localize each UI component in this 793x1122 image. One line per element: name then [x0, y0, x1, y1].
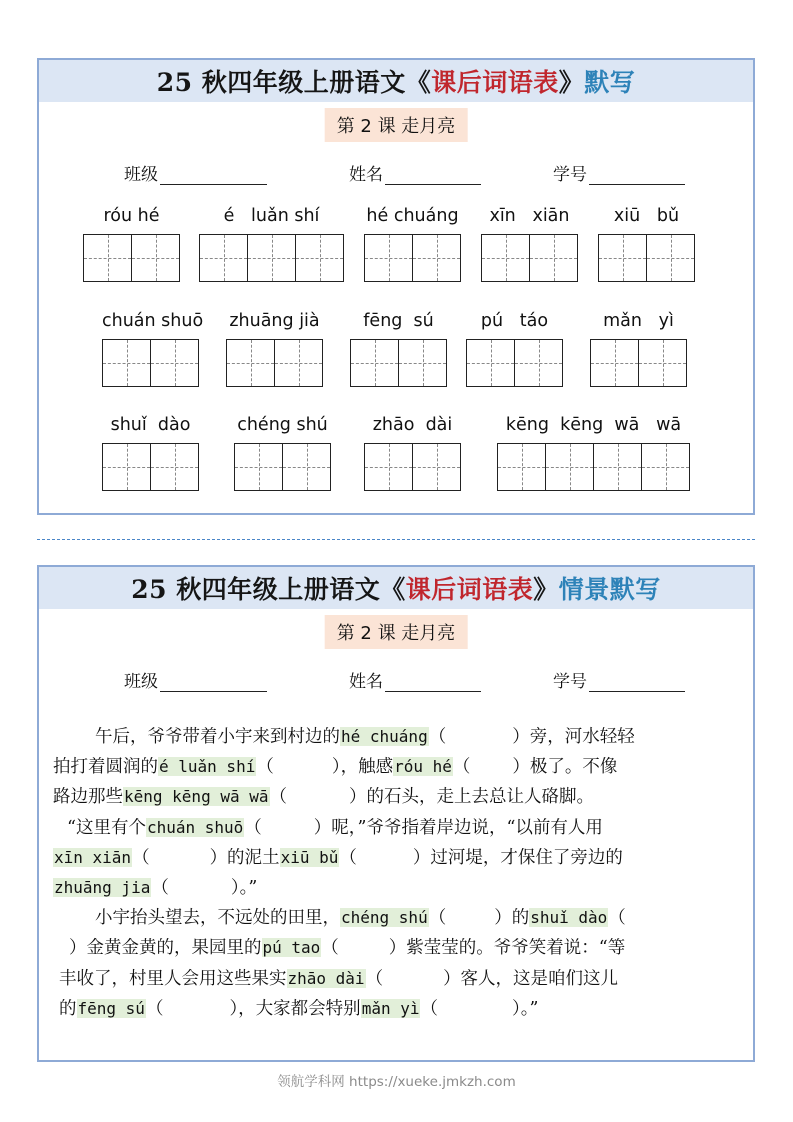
story-text: ）金黄金黄的，果园里的: [69, 938, 262, 959]
context-dictation-sheet: [37, 565, 755, 1062]
title-part: 25 秋四年级上册语文《: [131, 575, 406, 604]
writing-grid[interactable]: [364, 234, 460, 282]
story-line: [53, 843, 745, 873]
title-highlight: 课后词语表: [431, 68, 559, 97]
pinyin-blank: zhāo dài: [287, 968, 365, 988]
name-label: 姓名: [349, 672, 383, 692]
story-text: （: [256, 757, 274, 778]
name-label: 姓名: [349, 165, 383, 185]
story-text: 午后，爷爷带着小宇来到村边的: [95, 727, 340, 747]
story-line: [53, 994, 745, 1024]
story-text: （: [151, 877, 169, 898]
story-text: （: [339, 847, 357, 868]
word-pinyin: xīn xiān: [489, 206, 570, 226]
story-text: 路边那些: [53, 787, 123, 808]
word-pinyin: é luǎn shí: [223, 206, 320, 226]
dictation-sheet: [37, 58, 755, 515]
title-part: 》: [558, 68, 585, 97]
writing-grid[interactable]: [590, 339, 686, 387]
story-text: （: [428, 727, 447, 747]
pinyin-blank: zhuāng jia: [54, 877, 151, 897]
story-text: （: [145, 998, 164, 1019]
student-id-label: 学号: [553, 672, 587, 692]
story-text: （: [132, 847, 150, 868]
writing-grid[interactable]: [364, 443, 460, 491]
writing-grid[interactable]: [481, 234, 577, 282]
title-part: 25 秋四年级上册语文《: [156, 68, 432, 97]
pinyin-blank: shuǐ dào: [530, 908, 608, 928]
pinyin-blank: xīn xiān: [54, 847, 132, 867]
pinyin-blank: xiū bǔ: [280, 847, 339, 867]
cut-line: [37, 539, 755, 540]
class-label: 班级: [124, 672, 158, 692]
sheet-title: [39, 60, 753, 102]
story-text: （: [365, 968, 384, 989]
word-pinyin: pú táo: [480, 311, 549, 331]
writing-grid[interactable]: [350, 339, 446, 387]
writing-grid[interactable]: [102, 443, 198, 491]
story-text: ）紫莹莹的。爷爷笑着说：“等: [388, 938, 626, 959]
story-text: ）极了。不像: [512, 757, 618, 778]
class-field[interactable]: [124, 160, 267, 185]
title-highlight: 课后词语表: [405, 575, 534, 604]
story-text: ）旁，河水轻轻: [512, 727, 635, 747]
pinyin-blank: chéng shú: [341, 908, 428, 928]
writing-grid[interactable]: [102, 339, 198, 387]
title-suffix: 默写: [584, 68, 636, 97]
story-text: ）。”: [511, 998, 539, 1019]
story-text: （: [269, 787, 287, 808]
word-pinyin: kēng kēng wā wā: [505, 415, 682, 435]
word-pinyin: zhāo dài: [372, 415, 453, 435]
story-text: ）的泥土: [209, 847, 280, 868]
story-text: （: [452, 757, 471, 778]
pinyin-blank: róu hé: [394, 757, 452, 777]
word-pinyin: hé chuáng: [366, 206, 459, 226]
student-info-row: [39, 667, 753, 695]
name-field[interactable]: [349, 667, 481, 692]
pinyin-blank: fēng sú: [77, 998, 145, 1018]
lesson-label: 第 2 课 走月亮: [325, 108, 468, 142]
word-pinyin: chéng shú: [237, 415, 328, 435]
word-pinyin: zhuāng jià: [229, 311, 320, 331]
story-line: [53, 722, 745, 752]
lesson-label: 第 2 课 走月亮: [325, 615, 468, 649]
writing-grid[interactable]: [199, 234, 343, 282]
title-part: 》: [533, 575, 559, 604]
story-text: 的: [59, 998, 77, 1019]
class-label: 班级: [124, 165, 158, 185]
story-text: ）的: [494, 908, 530, 929]
story-text: ），触感: [331, 757, 394, 778]
student-id-label: 学号: [553, 165, 587, 185]
writing-grid[interactable]: [598, 234, 694, 282]
story-line: [53, 782, 745, 812]
sheet-title: [39, 567, 753, 609]
pinyin-blank: kēng kēng wā wā: [124, 787, 269, 807]
pinyin-blank: chuán shuō: [146, 817, 244, 837]
student-info-row: [39, 160, 753, 188]
story-text: “这里有个: [67, 817, 146, 838]
story-line: [53, 752, 745, 782]
story-line: [53, 813, 745, 843]
writing-grid[interactable]: [234, 443, 330, 491]
pinyin-blank: mǎn yì: [361, 998, 420, 1018]
writing-grid[interactable]: [466, 339, 562, 387]
story-text: 拍打着圆润的: [53, 757, 158, 778]
class-field[interactable]: [124, 667, 267, 692]
story-text: ）客人，这是咱们这儿: [443, 968, 619, 989]
writing-grid[interactable]: [497, 443, 689, 491]
name-field[interactable]: [349, 160, 481, 185]
story-passage: [53, 722, 745, 1024]
story-text: ），大家都会特别: [229, 998, 361, 1019]
story-line: [53, 964, 745, 994]
story-text: （: [428, 908, 447, 929]
student-id-field[interactable]: [553, 160, 685, 185]
story-text: （: [608, 908, 626, 929]
story-text: ）的石头，走上去总让人硌脚。: [349, 787, 594, 808]
story-text: ）。”: [230, 877, 258, 898]
story-text: （: [420, 998, 438, 1019]
story-text: 丰收了，村里人会用这些果实: [59, 968, 287, 989]
word-pinyin: mǎn yì: [603, 311, 674, 331]
story-line: [53, 873, 745, 903]
story-text: ）过河堤，才保住了旁边的: [412, 847, 623, 868]
word-pinyin: fēng sú: [363, 311, 434, 331]
story-line: [53, 933, 745, 963]
page-footer: 领航学科网 https://xueke.jmkzh.com: [277, 1074, 516, 1090]
story-line: [53, 903, 745, 933]
pinyin-blank: hé chuáng: [341, 727, 428, 746]
story-text: （: [244, 817, 262, 838]
student-id-field[interactable]: [553, 667, 685, 692]
title-suffix: 情景默写: [558, 575, 661, 604]
word-pinyin: shuǐ dào: [110, 415, 191, 435]
writing-grid[interactable]: [83, 234, 179, 282]
writing-grid[interactable]: [226, 339, 322, 387]
story-text: 小宇抬头望去，不远处的田里，: [95, 908, 340, 929]
pinyin-blank: pú tao: [262, 938, 321, 958]
word-pinyin: chuán shuō: [102, 311, 204, 331]
pinyin-blank: é luǎn shí: [159, 757, 256, 777]
story-text: （: [321, 938, 339, 959]
word-pinyin: róu hé: [103, 206, 160, 226]
word-pinyin: xiū bǔ: [613, 206, 680, 226]
story-text: ）呢，”爷爷指着岸边说，“以前有人用: [313, 817, 603, 838]
